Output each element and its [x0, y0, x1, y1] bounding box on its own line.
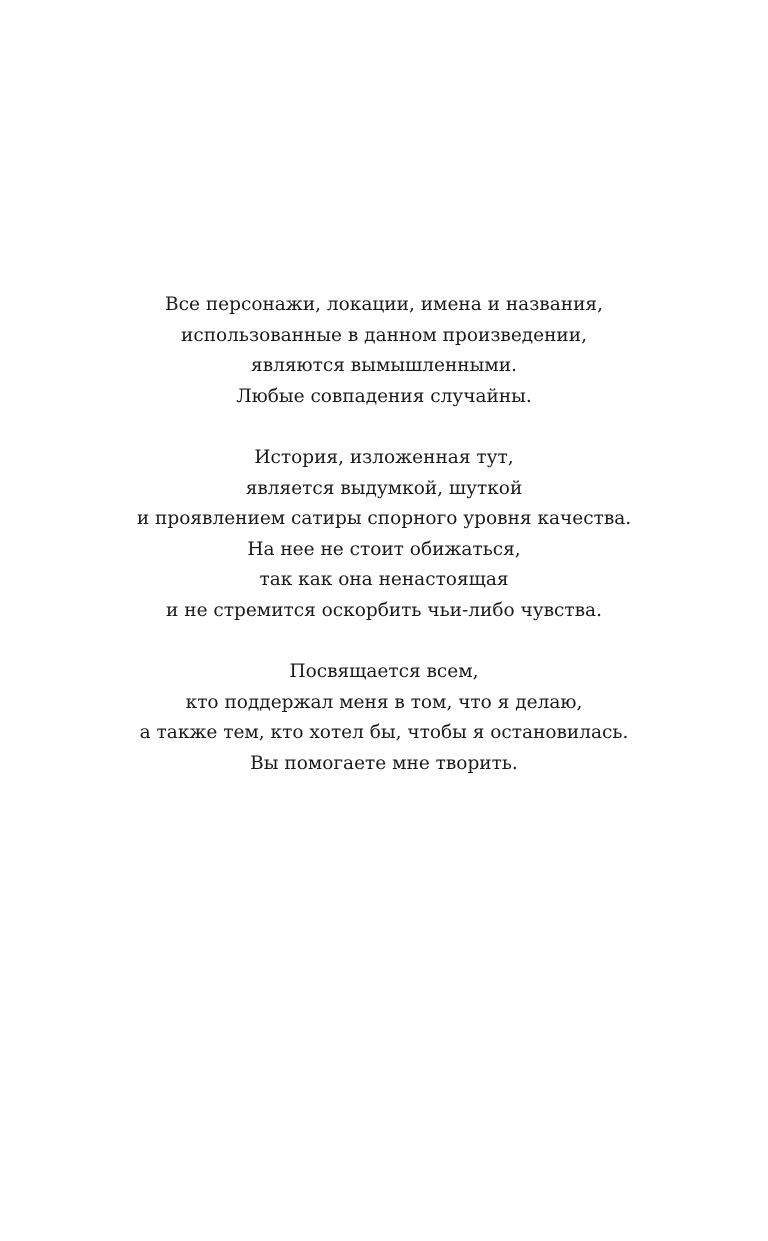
text-line: Посвящается всем,	[289, 661, 479, 683]
text-line: а также тем, кто хотел бы, чтобы я остановилась.	[139, 722, 629, 744]
text-line: и проявлением сатиры спорного уровня качества.	[136, 508, 632, 530]
text-line: Любые совпадения случайны.	[236, 385, 532, 407]
dedication-stanza	[0, 657, 768, 779]
satire-notice-stanza	[0, 443, 768, 627]
text-line: являются вымышленными.	[251, 355, 517, 377]
text-line: является выдумкой, шуткой	[245, 477, 523, 499]
text-line: так как она ненастоящая	[259, 569, 509, 591]
text-line: использованные в данном произведении,	[181, 324, 587, 346]
text-line: Все персонажи, локации, имена и названия,	[165, 294, 603, 315]
text-line: кто поддержал меня в том, что я делаю,	[185, 691, 583, 713]
text-line: Вы помогаете мне творить.	[250, 752, 518, 774]
text-line: и не стремится оскорбить чьи-либо чувства.	[166, 599, 602, 621]
book-page	[0, 290, 768, 810]
text-line: На нее не стоит обижаться,	[247, 538, 521, 560]
disclaimer-stanza	[0, 290, 768, 412]
text-line: История, изложенная тут,	[254, 446, 514, 468]
